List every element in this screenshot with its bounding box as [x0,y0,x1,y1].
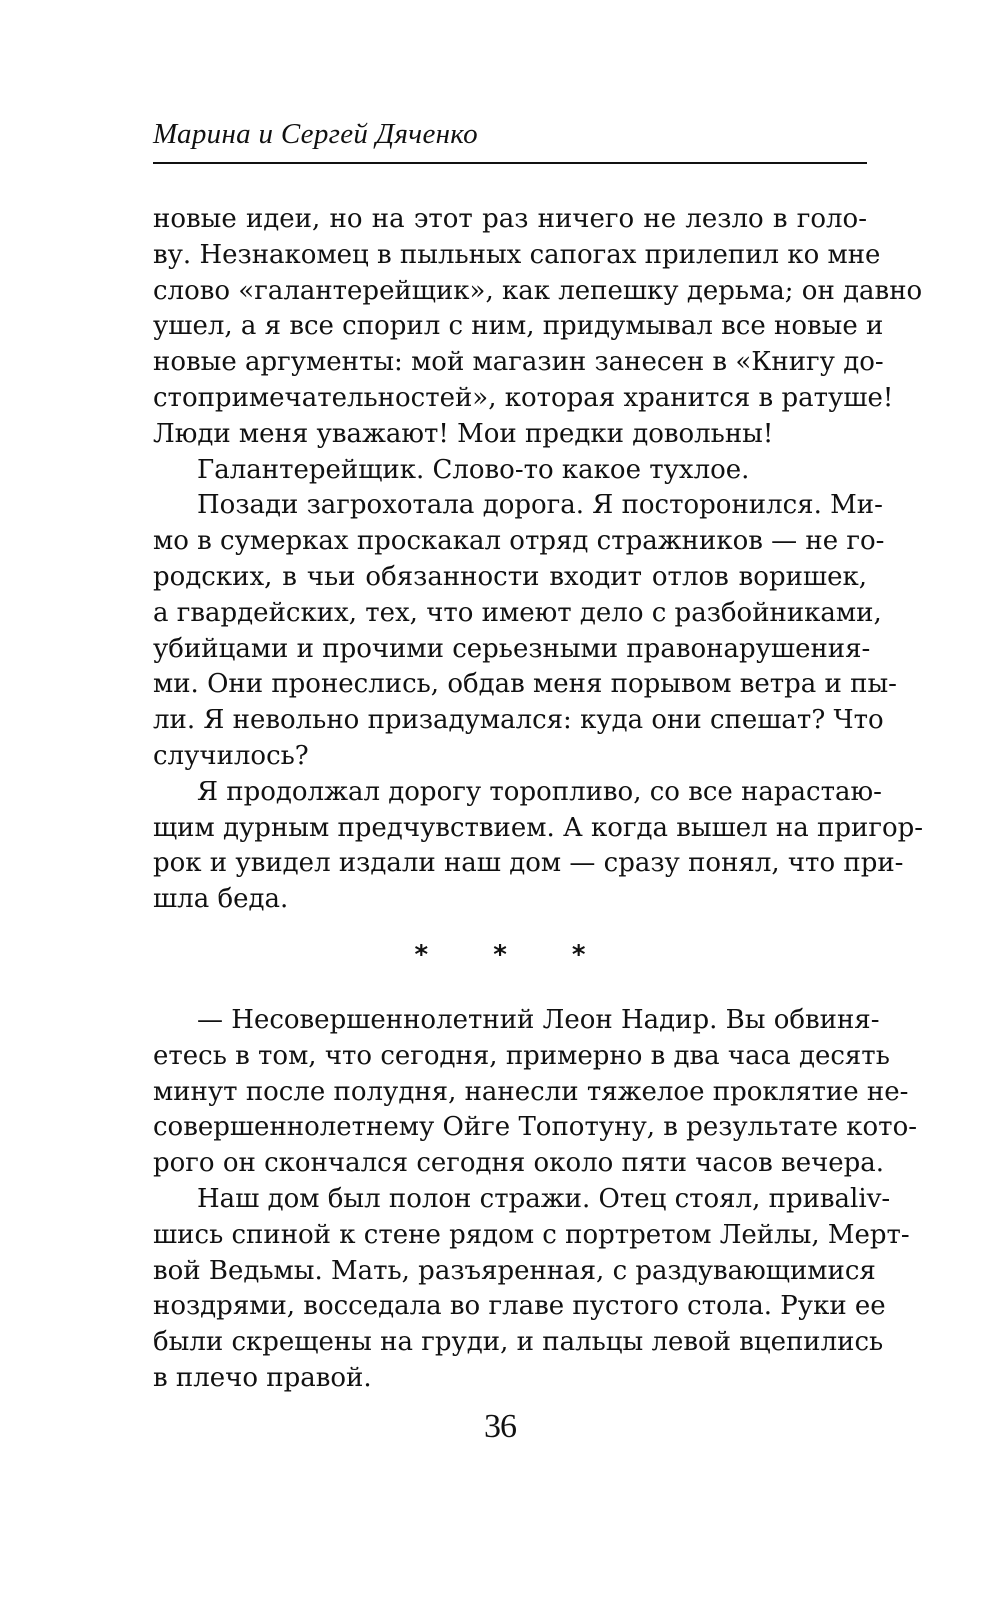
text-line: шла беда. [153,884,289,915]
text-line: слово «галантерейщик», как лепешку дерьма; он давно [153,275,923,306]
text-line: а гвардейских, тех, что имеют дело с разбойниками, [153,597,882,628]
text-line: в плечо правой. [153,1362,372,1393]
text-line: рого он скончался сегодня около пяти часов вечера. [153,1148,885,1179]
text-line: ми. Они пронеслись, обдав меня порывом ветра и пы- [153,669,897,700]
text-block-1 [153,202,924,918]
text-line: Наш дом был полон стражи. Отец стоял, приваliv- [197,1183,891,1214]
text-line: Галантерейщик. Слово-то какое тухлое. [197,454,750,485]
text-line: ноздрями, восседала во главе пустого стола. Руки ее [153,1291,886,1322]
text-line: ушел, а я все спорил с ним, придумывал все новые и [153,311,884,342]
text-line: мо в сумерках проскакал отряд стражников — не го- [153,526,885,557]
text-line: родских, в чьи обязанности входит отлов воришек, [153,561,867,592]
text-line: етесь в том, что сегодня, примерно в два часа десять [153,1040,890,1071]
text-line: Я продолжал дорогу торопливо, со все нарастаю- [197,776,882,807]
text-line: новые идеи, но на этот раз ничего не лезло в голо- [153,204,867,234]
text-line: минут после полудня, нанесли тяжелое проклятие не- [153,1076,909,1107]
text-line: случилось? [153,740,309,771]
text-line: новые аргументы: мой магазин занесен в «Книгу до- [153,347,884,378]
text-line: совершеннолетнему Ойге Топотуну, в результате кото- [153,1112,918,1143]
header-rule [153,162,867,164]
text-line: шись спиной к стене рядом с портретом Лейлы, Мерт- [153,1219,910,1250]
text-line: рок и увидел издали наш дом — сразу понял, что при- [153,848,904,879]
page-number: 36 [484,1408,516,1445]
text-line: Позади загрохотала дорога. Я посторонился. Ми- [197,490,883,521]
text-line: ли. Я невольно призадумался: куда они спешат? Что [153,705,884,736]
text-line: были скрещены на груди, и пальцы левой вцепились [153,1327,884,1358]
text-block-2 [153,1003,918,1397]
running-head: Марина и Сергей Дяченко [153,118,478,150]
text-line: убийцами и прочими серьезными правонарушения- [153,633,871,664]
text-line: стопримечательностей», которая хранится в ратуше! [153,382,894,413]
text-line: вой Ведьмы. Мать, разъяренная, с раздувающимися [153,1255,876,1286]
text-line: — Несовершеннолетний Леон Надир. Вы обвиня- [197,1005,880,1035]
text-line: ву. Незнакомец в пыльных сапогах прилепил ко мне [153,239,881,270]
text-line: Люди меня уважают! Мои предки довольны! [153,418,774,449]
section-separator: * * * [414,940,614,970]
text-line: щим дурным предчувствием. А когда вышел на пригор- [153,812,924,843]
